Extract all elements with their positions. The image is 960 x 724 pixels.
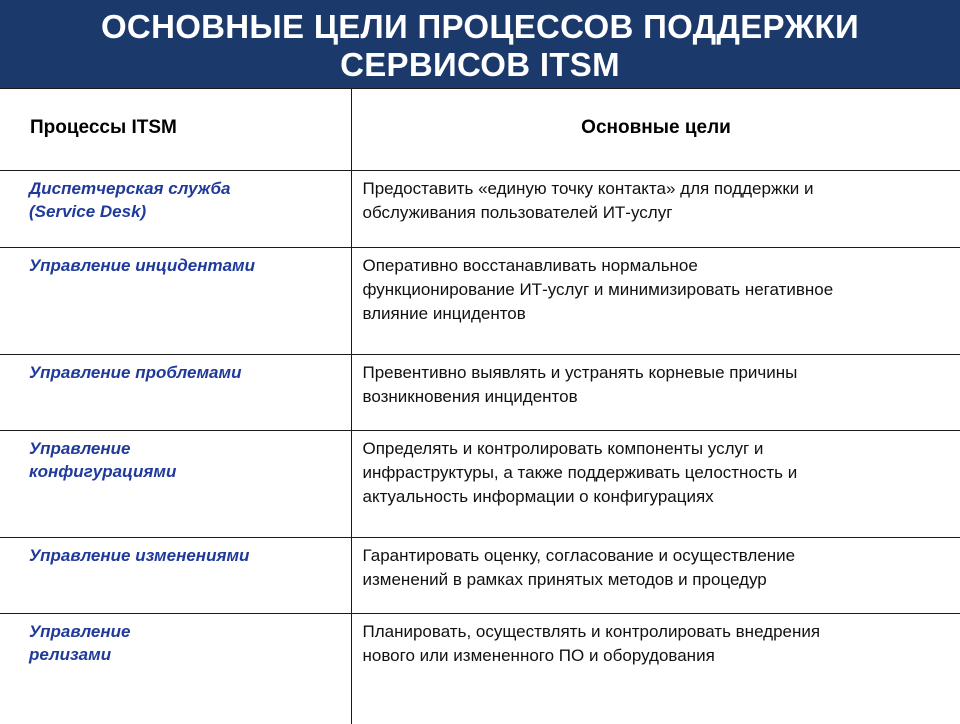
process-line: конфигурациями	[29, 462, 177, 481]
table-row	[0, 538, 960, 614]
process-line: Диспетчерская служба	[29, 179, 231, 198]
goal-line: Планировать, осуществлять и контролировать внедрения	[362, 622, 821, 641]
header-process: Процессы ITSM	[0, 89, 351, 171]
table-row	[0, 171, 960, 248]
goal-line: обслуживания пользователей ИТ-услуг	[362, 203, 673, 222]
process-line: Управление изменениями	[29, 546, 250, 565]
process-line: Управление проблемами	[29, 363, 242, 382]
itsm-goals-table-container	[0, 88, 960, 720]
goal-line: инфраструктуры, а также поддерживать целостность и	[362, 463, 798, 482]
header-goals: Основные цели	[351, 89, 960, 171]
table-row	[0, 431, 960, 538]
process-cell	[0, 171, 351, 248]
goal-line: возникновения инцидентов	[362, 387, 578, 406]
goal-cell	[351, 431, 960, 538]
goal-cell	[351, 538, 960, 614]
process-line: Управление инцидентами	[29, 256, 255, 275]
process-line: релизами	[29, 645, 112, 664]
table-row	[0, 248, 960, 355]
goal-line: Оперативно восстанавливать нормальное	[362, 256, 698, 275]
goal-cell	[351, 355, 960, 431]
process-cell	[0, 614, 351, 724]
table-row	[0, 614, 960, 724]
itsm-goals-table	[0, 88, 960, 724]
table-row	[0, 355, 960, 431]
process-line: Управление	[29, 439, 131, 458]
goal-line: Предоставить «единую точку контакта» для поддержки и	[362, 179, 814, 198]
process-line: (Service Desk)	[29, 202, 147, 221]
process-cell	[0, 248, 351, 355]
goal-line: функционирование ИТ-услуг и минимизировать негативное	[362, 280, 834, 299]
slide-title	[0, 0, 960, 88]
goal-cell	[351, 248, 960, 355]
title-line-1: ОСНОВНЫЕ ЦЕЛИ ПРОЦЕССОВ ПОДДЕРЖКИ	[100, 8, 860, 45]
goal-line: влияние инцидентов	[362, 304, 526, 323]
title-line-2: СЕРВИСОВ ITSM	[340, 46, 620, 83]
process-cell	[0, 431, 351, 538]
goal-line: Определять и контролировать компоненты услуг и	[362, 439, 764, 458]
goal-line: Превентивно выявлять и устранять корневые причины	[362, 363, 798, 382]
process-cell	[0, 355, 351, 431]
goal-line: актуальность информации о конфигурациях	[362, 487, 714, 506]
goal-line: Гарантировать оценку, согласование и осуществление	[362, 546, 796, 565]
goal-cell	[351, 614, 960, 724]
table-header-row	[0, 89, 960, 171]
process-cell	[0, 538, 351, 614]
goal-line: нового или измененного ПО и оборудования	[362, 646, 715, 665]
goal-cell	[351, 171, 960, 248]
goal-line: изменений в рамках принятых методов и процедур	[362, 570, 767, 589]
process-line: Управление	[29, 622, 131, 641]
